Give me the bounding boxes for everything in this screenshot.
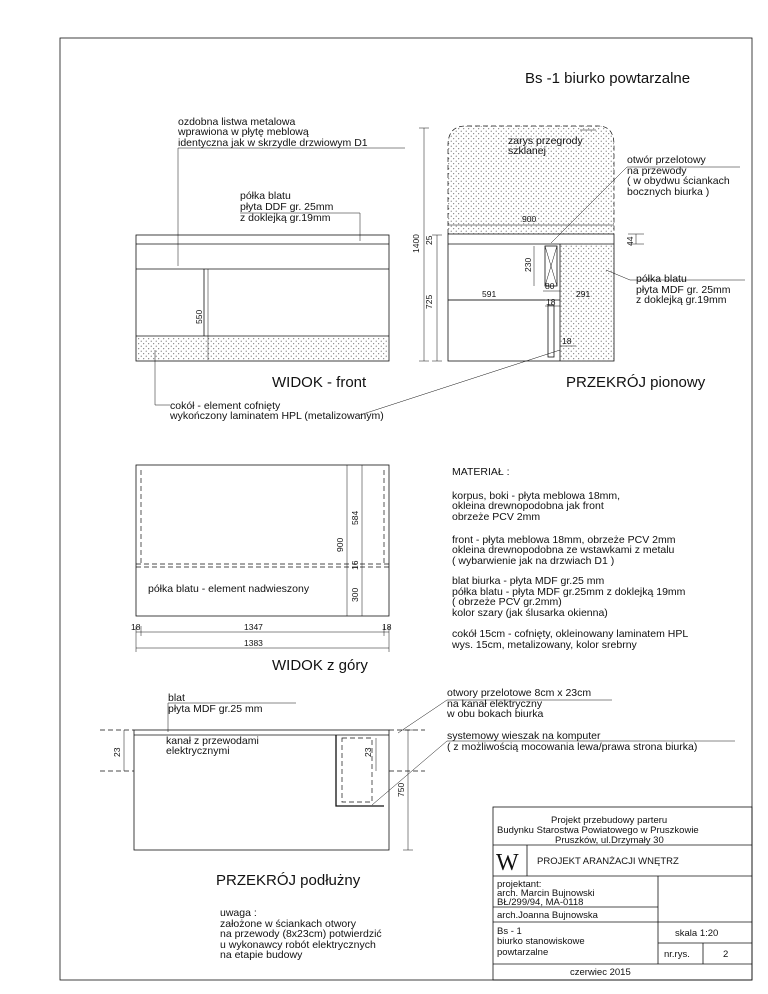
- dim-725: 725: [424, 294, 434, 309]
- dim-900-side: 900: [335, 537, 345, 552]
- material-3-4: kolor szary (jak ślusarka okienna): [452, 607, 608, 619]
- remark-3: na przewody (8x23cm) potwierdzić: [220, 928, 382, 940]
- tb-project-2: Budynku Starostwa Powiatowego w Pruszkowie: [497, 825, 699, 836]
- note-top-2: płyta MDF gr.25 mm: [168, 703, 263, 715]
- tb-designer-1: projektant:: [497, 879, 542, 890]
- dim-750: 750: [396, 782, 406, 797]
- dim-230: 230: [523, 257, 533, 272]
- note-channel-1: kanał z przewodami: [166, 735, 259, 747]
- tb-date: czerwiec 2015: [570, 967, 631, 978]
- remark-1: uwaga :: [220, 907, 257, 919]
- material-2-3: ( wybarwienie jak na drzwiach D1 ): [452, 555, 615, 567]
- note-channel-2: elektrycznymi: [166, 745, 230, 757]
- material-3-3: ( obrzeże PCV gr.2mm): [452, 596, 562, 608]
- dim-1400: 1400: [411, 234, 421, 253]
- note-strip-2: wprawiona w płytę meblową: [178, 126, 309, 138]
- dim-1347: 1347: [244, 622, 263, 632]
- tb-drawing-1: Bs - 1: [497, 926, 522, 937]
- dim-80: 80: [545, 281, 555, 291]
- note-vshelf-2: płyta MDF gr. 25mm: [636, 284, 731, 296]
- remark-5: na etapie budowy: [220, 949, 303, 961]
- dim-23-a: 23: [112, 747, 122, 757]
- tb-drawing-2: biurko stanowiskowe: [497, 936, 585, 947]
- dim-591: 591: [482, 289, 497, 299]
- note-shelf-2: płyta DDF gr. 25mm: [240, 201, 334, 213]
- material-2-2: okleina drewnopodobna ze wstawkami z metalu: [452, 544, 675, 556]
- material-3-2: półka blatu - płyta MDF gr.25mm z doklejką 19mm: [452, 586, 686, 598]
- material-1-1: korpus, boki - płyta meblowa 18mm,: [452, 490, 621, 502]
- dim-291: 291: [576, 289, 591, 299]
- note-openings-3: w obu bokach biurka: [447, 708, 544, 720]
- note-hanger-2: ( z możliwością mocowania lewa/prawa strona biurka): [447, 741, 698, 753]
- material-3-1: blat biurka - płyta MDF gr.25 mm: [452, 575, 605, 587]
- note-opening-1: otwór przelotowy: [627, 154, 706, 166]
- tb-phase: PROJEKT ARANŻACJI WNĘTRZ: [537, 856, 679, 867]
- note-strip-1: ozdobna listwa metalowa: [178, 116, 296, 128]
- tb-project-3: Pruszków, ul.Drzymały 30: [555, 835, 664, 846]
- note-vshelf-3: z doklejką gr.19mm: [636, 294, 727, 306]
- note-opening-4: bocznych biurka ): [627, 186, 710, 198]
- material-1-2: okleina drewnopodobna jak front: [452, 500, 604, 512]
- label-front-view: WIDOK - front: [272, 374, 367, 391]
- note-vshelf-1: półka blatu: [636, 273, 687, 285]
- note-top-1: blat: [168, 692, 185, 704]
- dim-550: 550: [194, 309, 204, 324]
- tb-logo-letter: W: [496, 850, 519, 876]
- top-view-shelf-label: półka blatu - element nadwieszony: [148, 583, 310, 595]
- note-openings-1: otwory przelotowe 8cm x 23cm: [447, 687, 592, 699]
- dim-584: 584: [350, 510, 360, 525]
- note-glass-2: szklanej: [508, 145, 546, 157]
- note-glass-1: zarys przegrody: [508, 135, 583, 147]
- remark-2: założone w ściankach otwory: [220, 918, 356, 930]
- tb-designer-2: arch. Marcin Bujnowski: [497, 888, 595, 899]
- material-4-1: cokół 15cm - cofnięty, okleinowany laminatem HPL: [452, 628, 689, 640]
- dim-25: 25: [424, 235, 434, 245]
- tb-sheet-label: nr.rys.: [664, 949, 690, 960]
- label-vertical-section: PRZEKRÓJ pionowy: [566, 374, 706, 391]
- material-2-1: front - płyta meblowa 18mm, obrzeże PCV 2mm: [452, 534, 676, 546]
- remark-4: u wykonawcy robót elektrycznych: [220, 939, 376, 951]
- material-heading: MATERIAŁ :: [452, 466, 510, 478]
- tb-project-1: Projekt przebudowy parteru: [551, 815, 668, 826]
- note-plinth-2: wykończony laminatem HPL (metalizowanym): [170, 410, 384, 422]
- note-opening-3: ( w obydwu ściankach: [627, 175, 730, 187]
- dim-1383: 1383: [244, 638, 263, 648]
- tb-assistant: arch.Joanna Bujnowska: [497, 910, 598, 921]
- tb-designer-3: BŁ/299/94, MA-0118: [497, 897, 584, 908]
- dim-18-c: 18: [131, 622, 141, 632]
- note-plinth-1: cokół - element cofnięty: [170, 400, 281, 412]
- dim-18-d: 18: [382, 622, 392, 632]
- dim-300: 300: [350, 587, 360, 602]
- dim-16: 16: [350, 560, 360, 570]
- note-strip-3: identyczna jak w skrzydle drzwiowym D1: [178, 137, 368, 149]
- dim-23-b: 23: [363, 747, 373, 757]
- dim-44: 44: [625, 236, 635, 246]
- dim-18-a: 18: [546, 297, 556, 307]
- material-1-3: obrzeże PCV 2mm: [452, 511, 541, 523]
- label-top-view: WIDOK z góry: [272, 657, 368, 674]
- note-shelf-3: z doklejką gr.19mm: [240, 212, 331, 224]
- tb-scale: skala 1:20: [675, 928, 719, 939]
- tb-drawing-3: powtarzalne: [497, 947, 549, 958]
- note-openings-2: na kanał elektryczny: [447, 698, 543, 710]
- note-hanger-1: systemowy wieszak na komputer: [447, 730, 601, 742]
- material-4-2: wys. 15cm, metalizowany, kolor srebrny: [452, 639, 637, 651]
- dim-18-b: 18: [562, 336, 572, 346]
- dim-900-top: 900: [522, 214, 537, 224]
- label-longitudinal-section: PRZEKRÓJ podłużny: [216, 872, 361, 889]
- tb-sheet-number: 2: [723, 949, 729, 960]
- drawing-title: Bs -1 biurko powtarzalne: [525, 70, 691, 87]
- note-opening-2: na przewody: [627, 165, 687, 177]
- note-shelf-1: półka blatu: [240, 190, 291, 202]
